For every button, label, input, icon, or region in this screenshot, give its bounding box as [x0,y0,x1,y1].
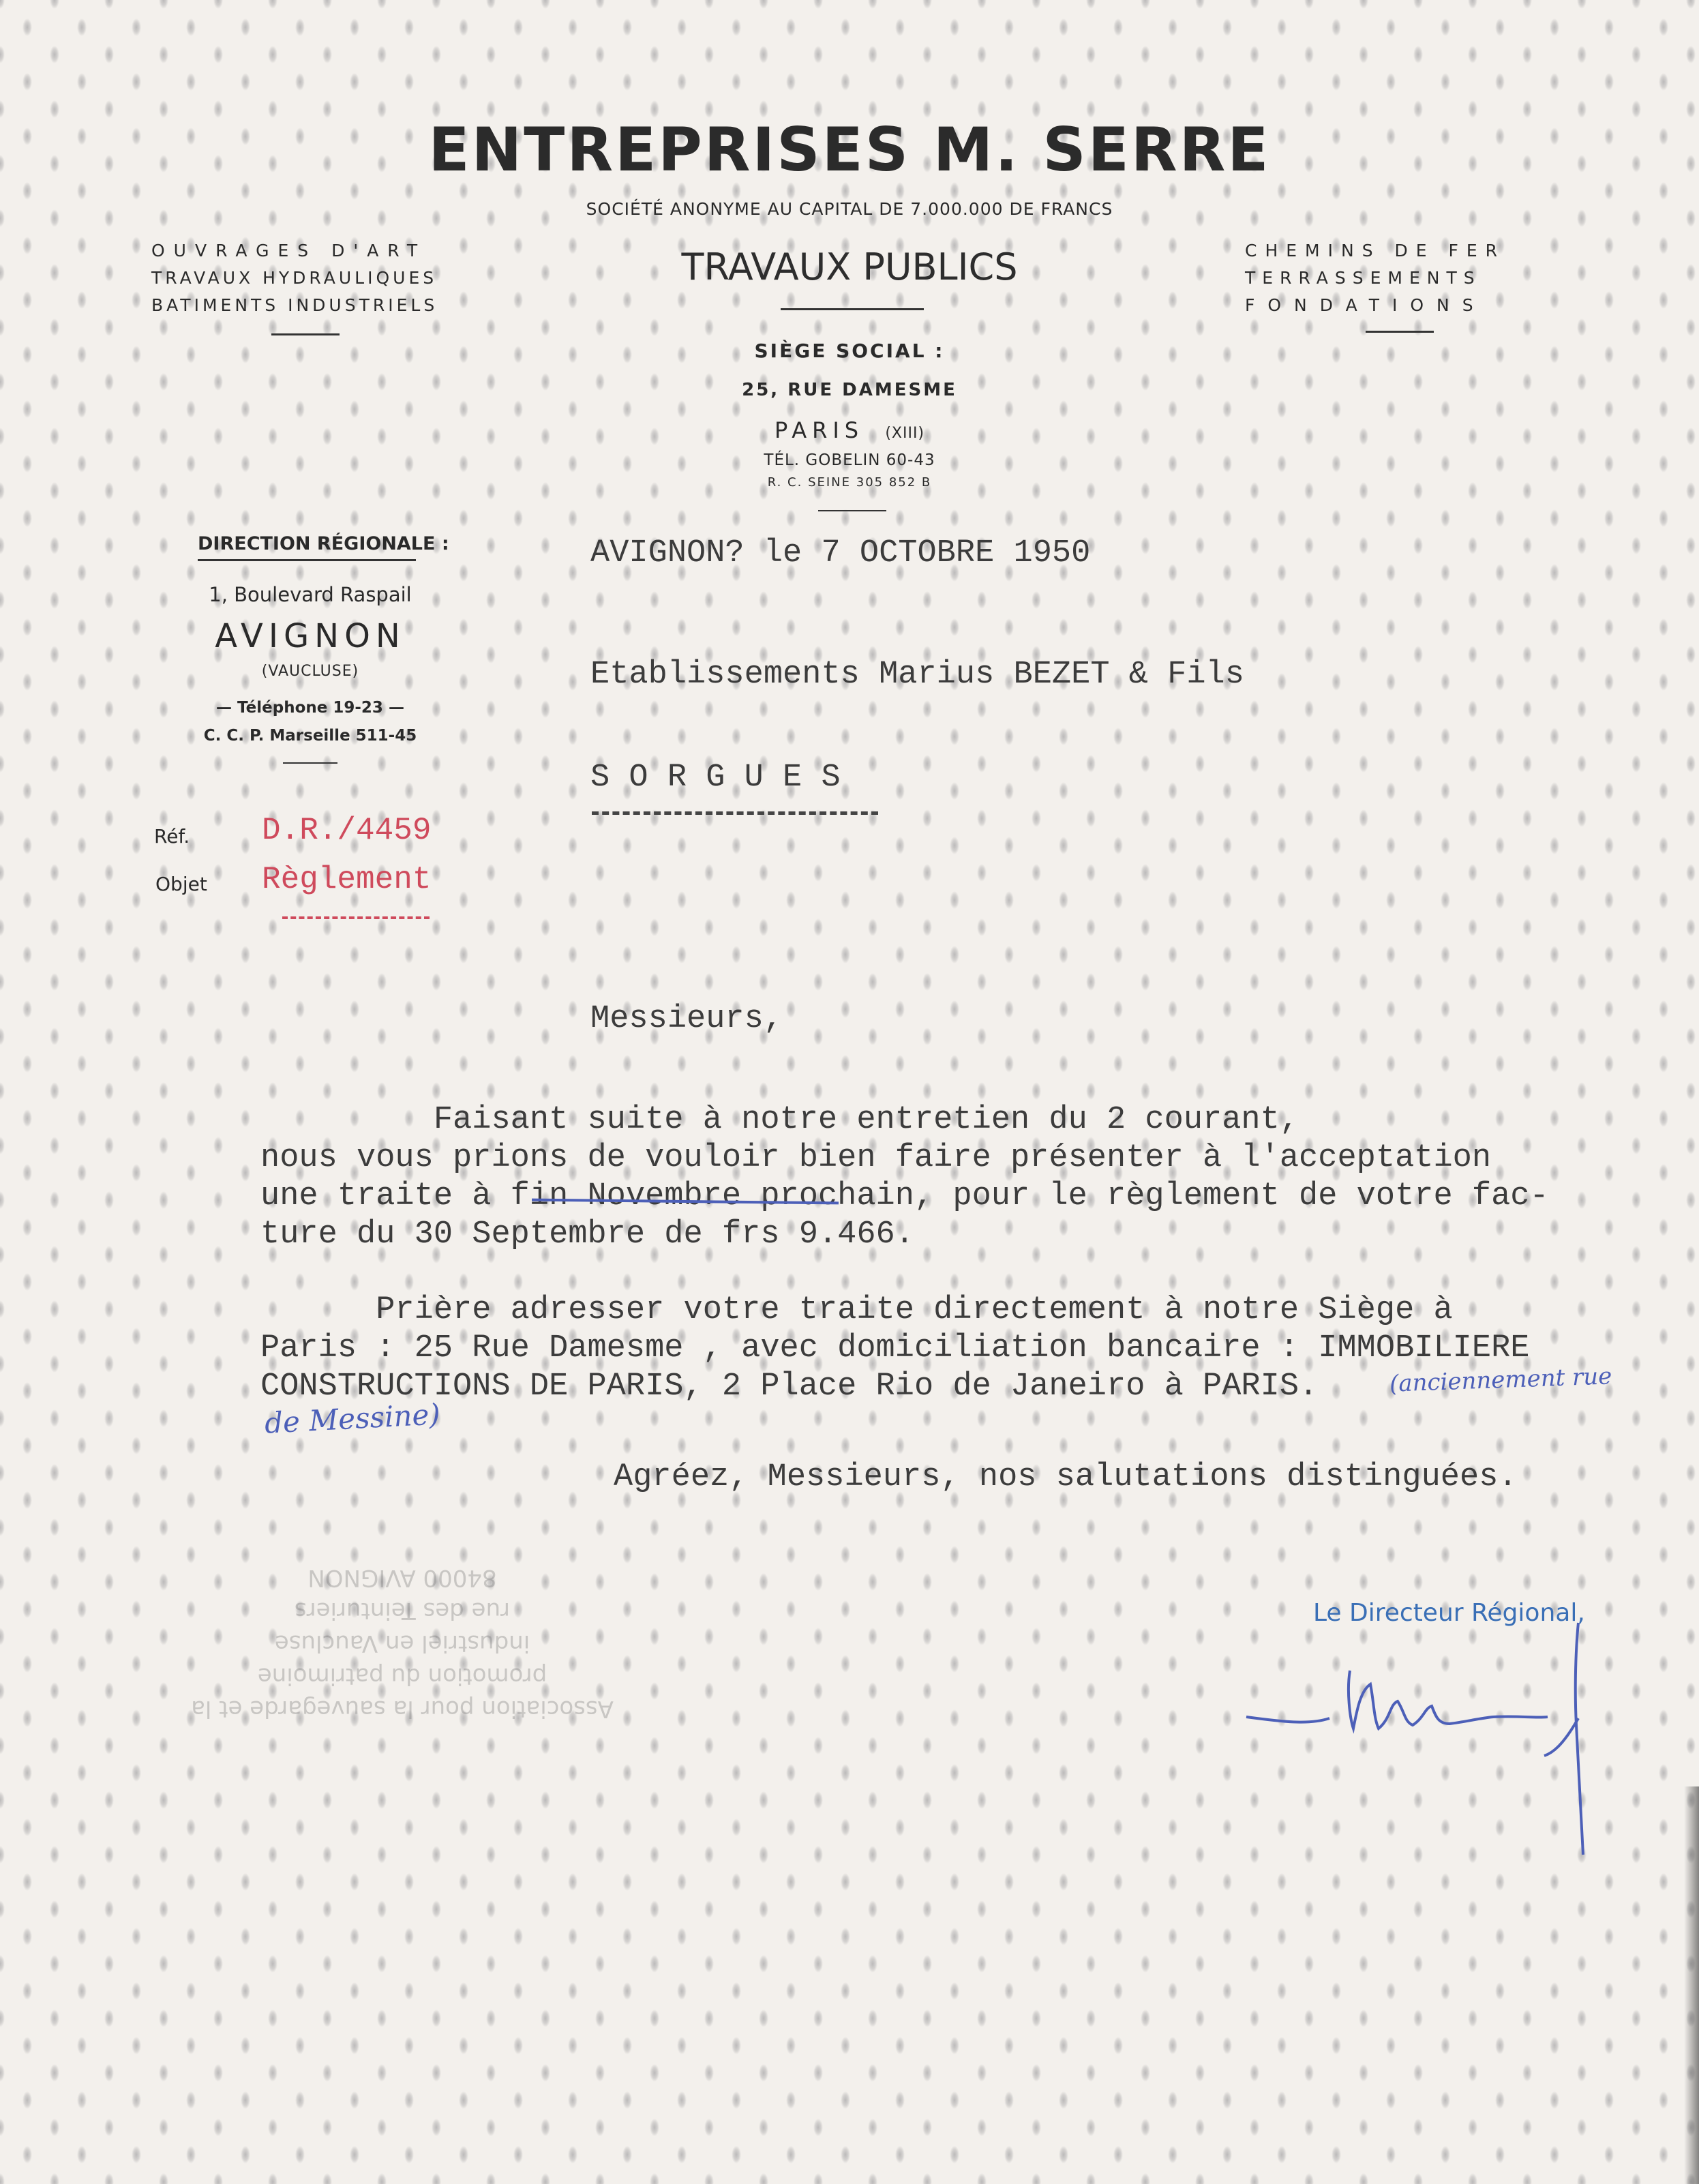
company-name: ENTREPRISES M. SERRE [428,115,1271,185]
recipient-city-underline [592,811,878,815]
direction-city: AVIGNON [215,617,406,655]
siege-street: 25, RUE DAMESME [742,380,957,400]
siege-rc: R. C. SEINE 305 852 B [767,475,932,490]
siege-city: PARIS [774,417,864,443]
signature-scribble [1234,1616,1616,1861]
ref-value: D.R./4459 [262,813,432,848]
object-underline [282,916,430,919]
siege-city-line [0,417,1699,443]
salutation: Messieurs, [590,1001,783,1037]
paragraph-1-line: ture du 30 Septembre de frs 9.466. [260,1216,914,1253]
object-value: Règlement [262,862,432,897]
stamp-line: promotion du patrimoine [257,1662,547,1690]
handwritten-note-line-2: de Messine) [263,1397,441,1440]
left-service-2: TRAVAUX HYDRAULIQUES [151,268,438,288]
company-capital: SOCIÉTÉ ANONYME AU CAPITAL DE 7.000.000 DE FRANCS [586,199,1113,219]
direction-rule [283,762,337,764]
association-stamp [191,1480,614,1725]
stamp-line: Association pour la sauvegarde et la [191,1695,614,1722]
left-service-1: OUVRAGES D'ART [151,241,427,260]
paragraph-2-line: Paris : 25 Rue Damesme , avec domiciliation bancaire : IMMOBILIERE [260,1330,1530,1366]
right-services-rule [1366,331,1434,333]
right-services [1245,237,1559,319]
recipient-name: Etablissements Marius BEZET & Fils [590,657,1244,693]
paragraph-1-line: Faisant suite à notre entretien du 2 courant, [260,1102,1299,1138]
right-service-1: CHEMINS DE FER [1245,241,1506,260]
direction-street: 1, Boulevard Raspail [209,583,412,606]
paragraph-2 [260,1291,1530,1406]
right-service-2: TERRASSEMENTS [1245,268,1482,288]
direction-ccp: C. C. P. Marseille 511-45 [203,727,417,745]
stamp-line: 84000 AVIGNON [307,1564,497,1591]
paragraph-1 [260,1101,1549,1254]
siege-rule [818,510,886,511]
direction-title: DIRECTION RÉGIONALE : [198,533,449,554]
signature-title: Le Directeur Régional, [1313,1599,1585,1627]
handwritten-note-line-1: (anciennement rue [1389,1362,1612,1398]
stamp-line: rue des Teinturiers [294,1597,511,1624]
activity-rule [781,308,924,310]
right-service-3: FONDATIONS [1245,295,1486,315]
recipient-city: S O R G U E S [590,760,841,796]
paragraph-2-line: CONSTRUCTIONS DE PARIS, 2 Place Rio de Janeiro à PARIS. [260,1368,1319,1405]
left-services [151,237,465,319]
siege-telephone: TÉL. GOBELIN 60-43 [764,451,935,469]
left-service-3: BATIMENTS INDUSTRIELS [151,295,438,315]
siege-arrondissement: (XIII) [885,425,925,442]
siege-title: SIÈGE SOCIAL : [754,340,945,362]
paragraph-1-line: nous vous prions de vouloir bien faire présenter à l'acceptation [260,1140,1492,1176]
direction-title-underline [198,559,416,561]
paragraph-2-line: Prière adresser votre traite directement à notre Siège à [260,1292,1453,1328]
closing: Agréez, Messieurs, nos salutations distinguées. [614,1459,1518,1495]
date-line: AVIGNON? le 7 OCTOBRE 1950 [590,535,1091,571]
paragraph-1-line: une traite à fin Novembre prochain, pour le règlement de votre fac- [260,1178,1549,1214]
stamp-line: industriel en Vaucluse [274,1630,530,1657]
object-label: Objet [155,873,207,895]
ref-label: Réf. [154,825,190,848]
direction-phone: — Téléphone 19-23 — [216,699,404,717]
company-activity: TRAVAUX PUBLICS [681,245,1018,288]
left-services-rule [271,333,340,335]
direction-department: (VAUCLUSE) [261,663,359,680]
